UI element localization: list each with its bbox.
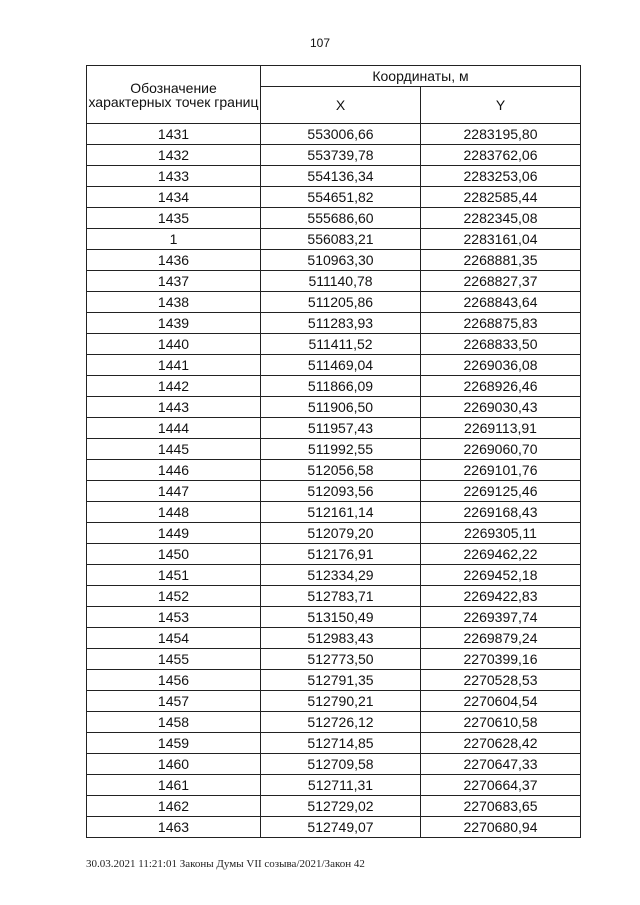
x-coordinate-cell: 512773,50: [261, 649, 421, 670]
x-coordinate-cell: 512791,35: [261, 670, 421, 691]
y-coordinate-cell: 2269113,91: [421, 418, 581, 439]
x-coordinate-cell: 512079,20: [261, 523, 421, 544]
point-id-cell: 1453: [87, 607, 261, 628]
table-row: [87, 145, 581, 166]
x-coordinate-cell: 512056,58: [261, 460, 421, 481]
table-row: [87, 565, 581, 586]
x-coordinate-cell: 511205,86: [261, 292, 421, 313]
table-row: [87, 691, 581, 712]
table-row: [87, 523, 581, 544]
table-row: [87, 250, 581, 271]
point-id-cell: 1440: [87, 334, 261, 355]
table-row: [87, 775, 581, 796]
x-coordinate-cell: 512729,02: [261, 796, 421, 817]
point-id-cell: 1: [87, 229, 261, 250]
y-coordinate-cell: 2268881,35: [421, 250, 581, 271]
x-coordinate-cell: 511866,09: [261, 376, 421, 397]
y-coordinate-cell: 2268926,46: [421, 376, 581, 397]
y-coordinate-cell: 2270528,53: [421, 670, 581, 691]
y-coordinate-cell: 2270604,54: [421, 691, 581, 712]
point-id-cell: 1454: [87, 628, 261, 649]
y-coordinate-cell: 2269305,11: [421, 523, 581, 544]
table-row: [87, 481, 581, 502]
table-row: [87, 586, 581, 607]
x-coordinate-cell: 511906,50: [261, 397, 421, 418]
point-id-cell: 1462: [87, 796, 261, 817]
x-coordinate-cell: 512093,56: [261, 481, 421, 502]
point-id-cell: 1432: [87, 145, 261, 166]
point-id-cell: 1445: [87, 439, 261, 460]
y-coordinate-cell: 2270610,58: [421, 712, 581, 733]
point-id-cell: 1444: [87, 418, 261, 439]
x-coordinate-cell: 512176,91: [261, 544, 421, 565]
y-coordinate-cell: 2269060,70: [421, 439, 581, 460]
y-coordinate-cell: 2268875,83: [421, 313, 581, 334]
x-coordinate-cell: 512161,14: [261, 502, 421, 523]
table-row: [87, 271, 581, 292]
point-id-cell: 1438: [87, 292, 261, 313]
y-coordinate-cell: 2270664,37: [421, 775, 581, 796]
x-coordinate-cell: 512790,21: [261, 691, 421, 712]
x-coordinate-cell: 512714,85: [261, 733, 421, 754]
point-id-cell: 1461: [87, 775, 261, 796]
y-coordinate-cell: 2268833,50: [421, 334, 581, 355]
point-id-cell: 1452: [87, 586, 261, 607]
y-coordinate-cell: 2269452,18: [421, 565, 581, 586]
table-row: [87, 166, 581, 187]
table-row: [87, 460, 581, 481]
x-coordinate-cell: 512334,29: [261, 565, 421, 586]
table-row: [87, 397, 581, 418]
y-coordinate-cell: 2269422,83: [421, 586, 581, 607]
point-id-cell: 1463: [87, 817, 261, 838]
y-coordinate-cell: 2282585,44: [421, 187, 581, 208]
point-id-cell: 1456: [87, 670, 261, 691]
x-coordinate-cell: 511411,52: [261, 334, 421, 355]
point-id-cell: 1458: [87, 712, 261, 733]
x-coordinate-cell: 511992,55: [261, 439, 421, 460]
point-id-cell: 1431: [87, 124, 261, 145]
table-row: [87, 439, 581, 460]
header-y: Y: [421, 87, 581, 124]
table-row: [87, 670, 581, 691]
table-row: [87, 418, 581, 439]
x-coordinate-cell: 511957,43: [261, 418, 421, 439]
x-coordinate-cell: 512711,31: [261, 775, 421, 796]
point-id-cell: 1435: [87, 208, 261, 229]
x-coordinate-cell: 513150,49: [261, 607, 421, 628]
table-row: [87, 607, 581, 628]
x-coordinate-cell: 511283,93: [261, 313, 421, 334]
table-row: [87, 712, 581, 733]
point-id-cell: 1460: [87, 754, 261, 775]
table-row: [87, 376, 581, 397]
point-id-cell: 1448: [87, 502, 261, 523]
point-id-cell: 1436: [87, 250, 261, 271]
point-id-cell: 1441: [87, 355, 261, 376]
header-x: X: [261, 87, 421, 124]
table-row: [87, 208, 581, 229]
table-body: [87, 124, 581, 838]
y-coordinate-cell: 2268843,64: [421, 292, 581, 313]
y-coordinate-cell: 2269101,76: [421, 460, 581, 481]
point-id-cell: 1434: [87, 187, 261, 208]
table-row: [87, 124, 581, 145]
y-coordinate-cell: 2269462,22: [421, 544, 581, 565]
point-id-cell: 1433: [87, 166, 261, 187]
point-id-cell: 1459: [87, 733, 261, 754]
y-coordinate-cell: 2269036,08: [421, 355, 581, 376]
y-coordinate-cell: 2269879,24: [421, 628, 581, 649]
x-coordinate-cell: 553739,78: [261, 145, 421, 166]
point-id-cell: 1451: [87, 565, 261, 586]
table-row: [87, 796, 581, 817]
x-coordinate-cell: 554651,82: [261, 187, 421, 208]
header-designation: Обозначение характерных точек границ: [87, 66, 261, 124]
table-row: [87, 649, 581, 670]
table-row: [87, 229, 581, 250]
x-coordinate-cell: 511469,04: [261, 355, 421, 376]
y-coordinate-cell: 2270628,42: [421, 733, 581, 754]
x-coordinate-cell: 511140,78: [261, 271, 421, 292]
x-coordinate-cell: 510963,30: [261, 250, 421, 271]
y-coordinate-cell: 2269168,43: [421, 502, 581, 523]
x-coordinate-cell: 553006,66: [261, 124, 421, 145]
x-coordinate-cell: 556083,21: [261, 229, 421, 250]
y-coordinate-cell: 2283195,80: [421, 124, 581, 145]
y-coordinate-cell: 2283762,06: [421, 145, 581, 166]
point-id-cell: 1449: [87, 523, 261, 544]
y-coordinate-cell: 2269125,46: [421, 481, 581, 502]
point-id-cell: 1450: [87, 544, 261, 565]
y-coordinate-cell: 2270680,94: [421, 817, 581, 838]
y-coordinate-cell: 2270647,33: [421, 754, 581, 775]
point-id-cell: 1446: [87, 460, 261, 481]
point-id-cell: 1443: [87, 397, 261, 418]
x-coordinate-cell: 512749,07: [261, 817, 421, 838]
x-coordinate-cell: 554136,34: [261, 166, 421, 187]
table-row: [87, 502, 581, 523]
y-coordinate-cell: 2268827,37: [421, 271, 581, 292]
x-coordinate-cell: 555686,60: [261, 208, 421, 229]
footer-stamp: 30.03.2021 11:21:01 Законы Думы VII созыва/2021/Закон 42: [86, 858, 365, 870]
table-row: [87, 187, 581, 208]
y-coordinate-cell: 2270399,16: [421, 649, 581, 670]
table-row: [87, 754, 581, 775]
y-coordinate-cell: 2269397,74: [421, 607, 581, 628]
table-row: [87, 628, 581, 649]
table-row: [87, 817, 581, 838]
point-id-cell: 1442: [87, 376, 261, 397]
point-id-cell: 1457: [87, 691, 261, 712]
table-row: [87, 313, 581, 334]
coordinates-table: [86, 65, 581, 838]
table-row: [87, 334, 581, 355]
x-coordinate-cell: 512709,58: [261, 754, 421, 775]
x-coordinate-cell: 512983,43: [261, 628, 421, 649]
x-coordinate-cell: 512783,71: [261, 586, 421, 607]
point-id-cell: 1437: [87, 271, 261, 292]
table-row: [87, 544, 581, 565]
y-coordinate-cell: 2283161,04: [421, 229, 581, 250]
header-coordinates: Координаты, м: [261, 66, 581, 87]
y-coordinate-cell: 2269030,43: [421, 397, 581, 418]
table-row: [87, 733, 581, 754]
table-row: [87, 292, 581, 313]
point-id-cell: 1439: [87, 313, 261, 334]
y-coordinate-cell: 2283253,06: [421, 166, 581, 187]
y-coordinate-cell: 2270683,65: [421, 796, 581, 817]
page-number: 107: [309, 36, 331, 50]
table-row: [87, 355, 581, 376]
y-coordinate-cell: 2282345,08: [421, 208, 581, 229]
point-id-cell: 1447: [87, 481, 261, 502]
point-id-cell: 1455: [87, 649, 261, 670]
x-coordinate-cell: 512726,12: [261, 712, 421, 733]
